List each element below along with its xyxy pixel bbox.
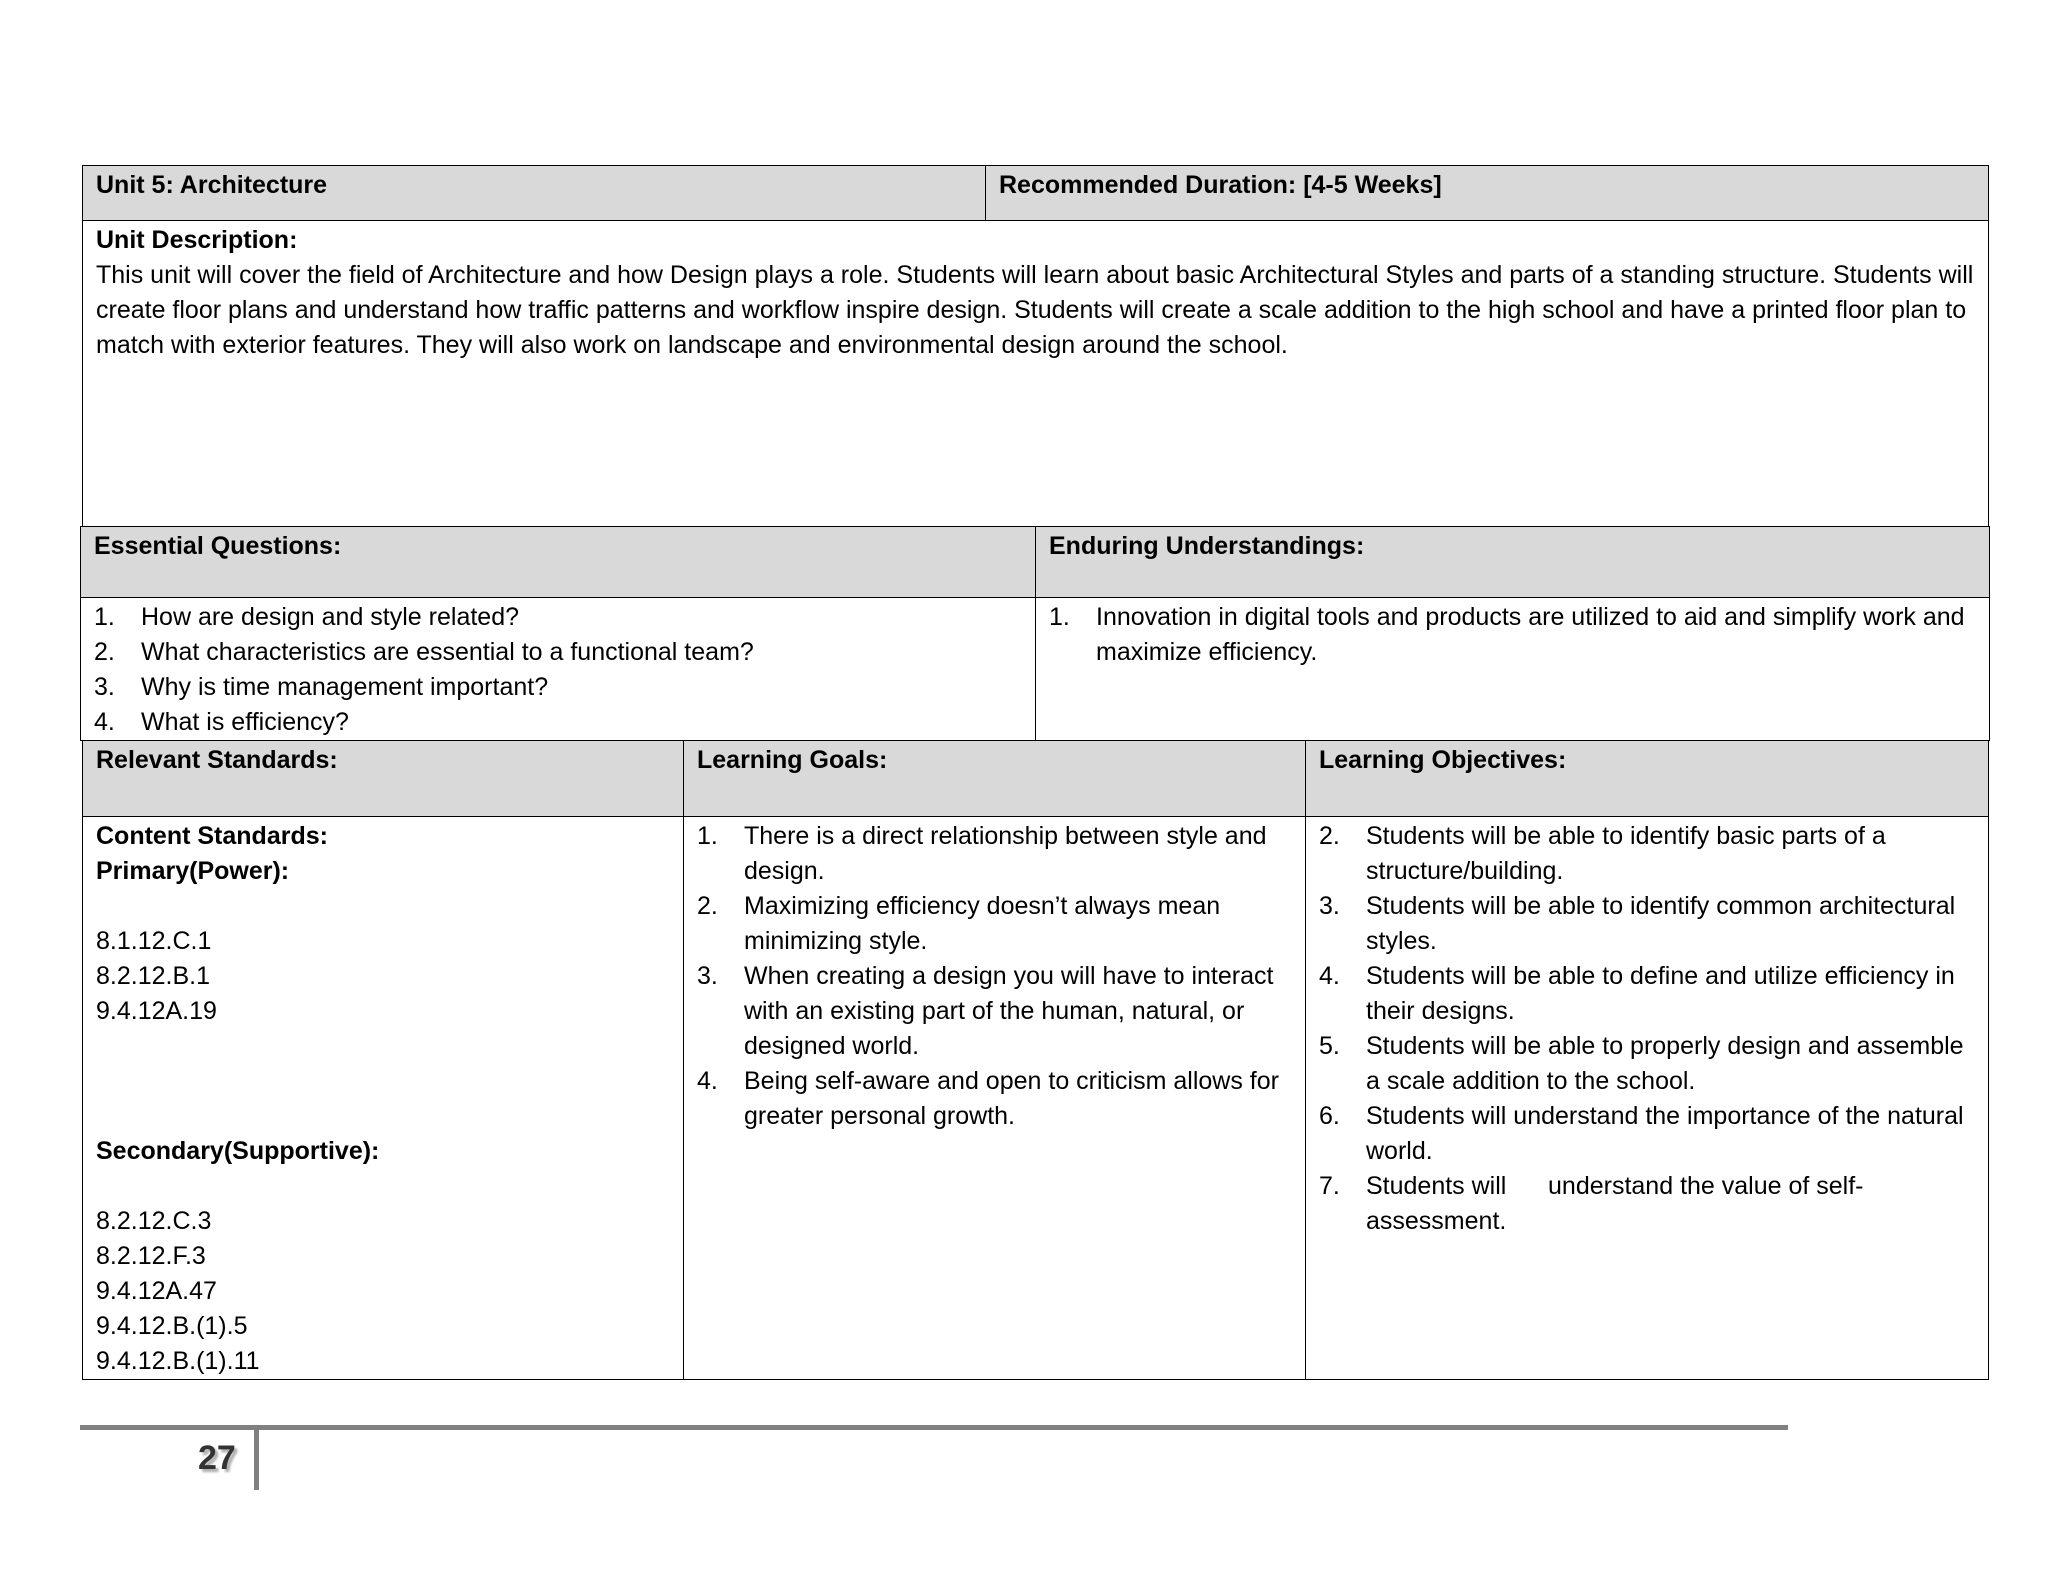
secondary-standards-label: Secondary(Supportive): [96,1137,380,1165]
essential-questions-list [94,600,1022,740]
list-item: 4. What is efficiency? [94,708,349,736]
unit-description-text: This unit will cover the field of Architecture and how Design plays a role. Students will learn about basic Architectural Styles and parts of a standing structure. Students will create floor plans and understand how traffic patterns and workflow inspire design. Students will create a scale addition to the high school and have a printed floor plan to match with exterior features. They will also work on landscape and environmental design around the school. [96,261,1974,359]
standard-code: 8.2.12.B.1 [96,962,210,990]
page-number-divider [254,1430,259,1490]
learning-goals-cell [684,817,1306,1380]
footer-rule [80,1425,1788,1430]
standard-code: 9.4.12A.19 [96,997,217,1025]
unit-title: Unit 5: Architecture [83,166,986,221]
list-item: 2. What characteristics are essential to a functional team? [94,638,754,666]
list-item: 3. When creating a design you will have to interact with an existing part of the human, natural, or designed world. [697,962,1274,1060]
unit-description-cell [83,221,1989,527]
standard-code: 8.1.12.C.1 [96,927,212,955]
learning-objectives-cell [1306,817,1989,1380]
list-item: 2. Students will be able to identify basic parts of a structure/building. [1319,822,1886,885]
list-item: 1. How are design and style related? [94,603,520,631]
list-item: 4. Being self-aware and open to criticism allows for greater personal growth. [697,1067,1279,1130]
list-item: 4. Students will be able to define and utilize efficiency in their designs. [1319,962,1955,1025]
unit-table [82,165,1989,527]
primary-standards-label: Primary(Power): [96,857,290,885]
standards-cell [83,817,684,1380]
list-item: 1. Innovation in digital tools and products are utilized to aid and simplify work and maximize efficiency. [1049,603,1965,666]
essential-questions-header: Essential Questions: [81,527,1036,598]
list-item: 1. There is a direct relationship between style and design. [697,822,1267,885]
standards-table [82,740,1989,1380]
standard-code: 9.4.12.B.(1).5 [96,1312,248,1340]
list-item: 7. Students will understand the value of self-assessment. [1319,1172,1864,1235]
learning-objectives-header: Learning Objectives: [1306,741,1989,817]
standard-code: 9.4.12A.47 [96,1277,217,1305]
standard-code: 9.4.12.B.(1).11 [96,1347,260,1375]
list-item: 3. Students will be able to identify common architectural styles. [1319,892,1956,955]
enduring-understandings-header: Enduring Understandings: [1036,527,1990,598]
content-standards-label: Content Standards: [96,822,328,850]
enduring-understandings-list [1049,600,1976,670]
questions-table [80,526,1990,741]
list-item: 2. Maximizing efficiency doesn’t always mean minimizing style. [697,892,1221,955]
list-item: 3. Why is time management important? [94,673,549,701]
learning-goals-list [697,819,1292,1134]
list-item: 5. Students will be able to properly design and assemble a scale addition to the school. [1319,1032,1964,1095]
essential-questions-cell [81,598,1036,741]
standard-code: 8.2.12.F.3 [96,1242,206,1270]
recommended-duration: Recommended Duration: [4-5 Weeks] [986,166,1989,221]
enduring-understandings-cell [1036,598,1990,741]
relevant-standards-header: Relevant Standards: [83,741,684,817]
learning-goals-header: Learning Goals: [684,741,1306,817]
standard-code: 8.2.12.C.3 [96,1207,212,1235]
list-item: 6. Students will understand the importance of the natural world. [1319,1102,1964,1165]
learning-objectives-list [1319,819,1975,1239]
unit-description-label: Unit Description: [96,226,298,254]
page-number: 27 [198,1439,236,1477]
